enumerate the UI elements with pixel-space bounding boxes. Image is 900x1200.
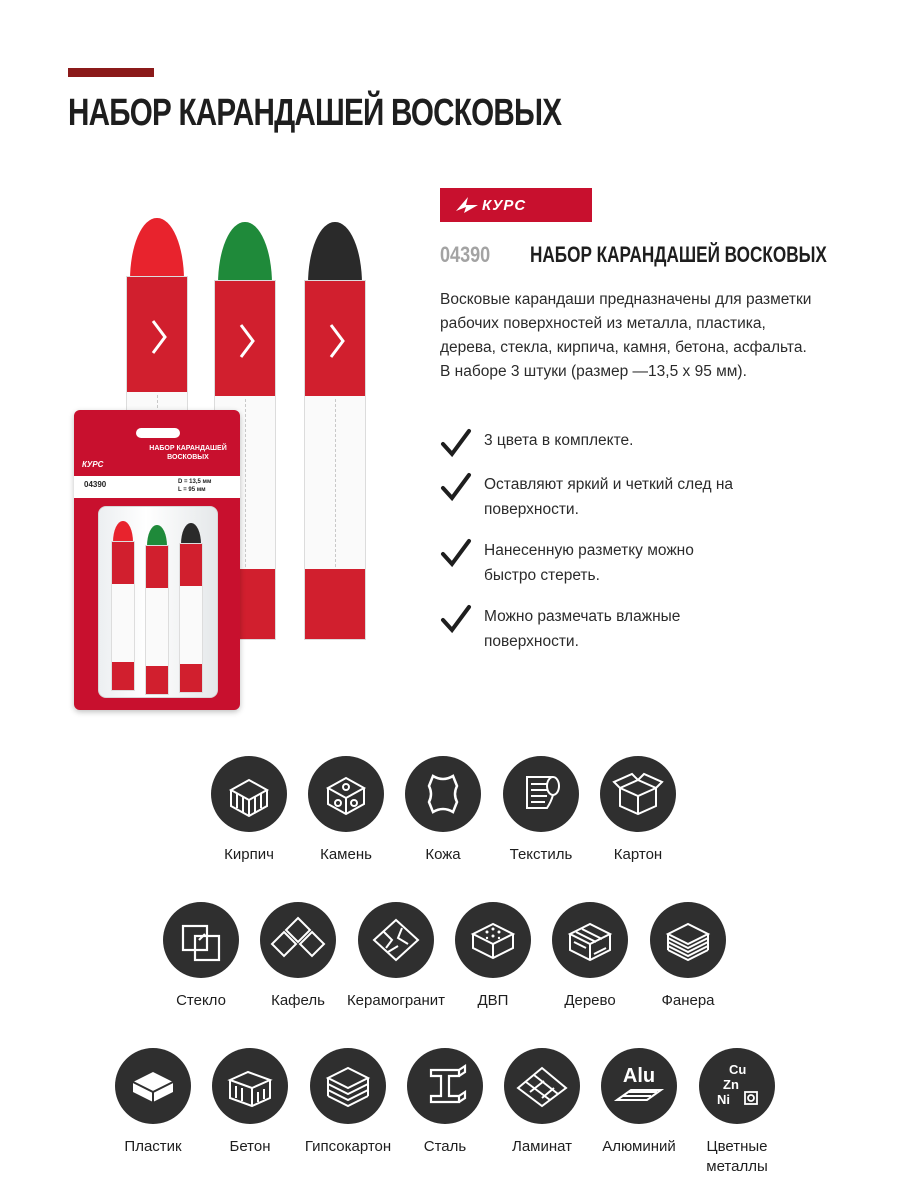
blister-package [74, 410, 240, 710]
material-item: Бетон [195, 1048, 305, 1157]
material-item: Сталь [390, 1048, 500, 1157]
aluminium-icon [601, 1048, 677, 1124]
brand-logo-icon [149, 317, 169, 357]
hang-hole [136, 428, 180, 438]
concrete-icon [212, 1048, 288, 1124]
leather-icon [405, 756, 481, 832]
material-item: Пластик [98, 1048, 208, 1157]
material-item: Текстиль [486, 756, 596, 865]
checkmark-icon [440, 538, 472, 568]
header-accent-bar [68, 68, 154, 77]
material-item: Стекло [146, 902, 256, 1011]
cardboard-icon [600, 756, 676, 832]
svg-text:Zn: Zn [723, 1077, 739, 1092]
package-brand: КУРС [82, 460, 104, 469]
feature-item: 3 цвета в комплекте. [440, 428, 744, 458]
material-item: Ламинат [487, 1048, 597, 1157]
material-item: Кирпич [194, 756, 304, 865]
svg-text:Ni: Ni [717, 1092, 730, 1107]
stone-icon [308, 756, 384, 832]
material-item: Картон [583, 756, 693, 865]
fiberboard-icon [455, 902, 531, 978]
checkmark-icon [440, 428, 472, 458]
glass-icon [163, 902, 239, 978]
checkmark-icon [440, 472, 472, 502]
plastic-icon [115, 1048, 191, 1124]
feature-item: Оставляют яркий и четкий след на поверхности. [440, 472, 744, 522]
brick-icon [211, 756, 287, 832]
textile-icon [503, 756, 579, 832]
material-item: Фанера [633, 902, 743, 1011]
feature-item: Можно размечать влажные поверхности. [440, 604, 744, 654]
product-sku: 04390 [440, 242, 491, 267]
plywood-icon [650, 902, 726, 978]
product-name: НАБОР КАРАНДАШЕЙ ВОСКОВЫХ [530, 242, 827, 267]
material-item: ДВП [438, 902, 548, 1011]
brand-badge [440, 188, 592, 222]
material-item: Дерево [535, 902, 645, 1011]
porcelain-icon [358, 902, 434, 978]
nonferrous-icon [699, 1048, 775, 1124]
material-item: Кожа [388, 756, 498, 865]
material-item: Керамогранит [341, 902, 451, 1011]
tile-icon [260, 902, 336, 978]
package-dimensions: D = 13,5 мм L = 95 мм [178, 479, 212, 493]
wood-icon [552, 902, 628, 978]
drywall-icon [310, 1048, 386, 1124]
material-item: Кафель [243, 902, 353, 1011]
material-item: Cu Zn Ni Цветные металлы [682, 1048, 792, 1177]
package-sku: 04390 [84, 480, 107, 489]
package-title: НАБОР КАРАНДАШЕЙ ВОСКОВЫХ [149, 445, 227, 461]
brand-logo-icon [237, 321, 257, 361]
brand-logo-icon [327, 321, 347, 361]
svg-text:Cu: Cu [729, 1062, 747, 1077]
feature-item: Нанесенную разметку можно быстро стереть. [440, 538, 744, 588]
page-title: НАБОР КАРАНДАШЕЙ ВОСКОВЫХ [68, 92, 562, 134]
material-item: Гипсокартон [293, 1048, 403, 1157]
steel-icon [407, 1048, 483, 1124]
brand-name: КУРС [482, 196, 527, 214]
brand-logo-icon [454, 195, 480, 215]
laminate-icon [504, 1048, 580, 1124]
svg-text:Alu: Alu [622, 1065, 656, 1087]
blister-window [98, 506, 218, 698]
material-item: Камень [291, 756, 401, 865]
material-item: Alu Алюминий [584, 1048, 694, 1157]
product-description: Восковые карандаши предназначены для разметки рабочих поверхностей из металла, пластика, дерева, стекла, кирпича, камня, бетона, асфальта. В наборе 3 штуки (размер —13,5 х 95 мм). [440, 291, 812, 380]
checkmark-icon [440, 604, 472, 634]
